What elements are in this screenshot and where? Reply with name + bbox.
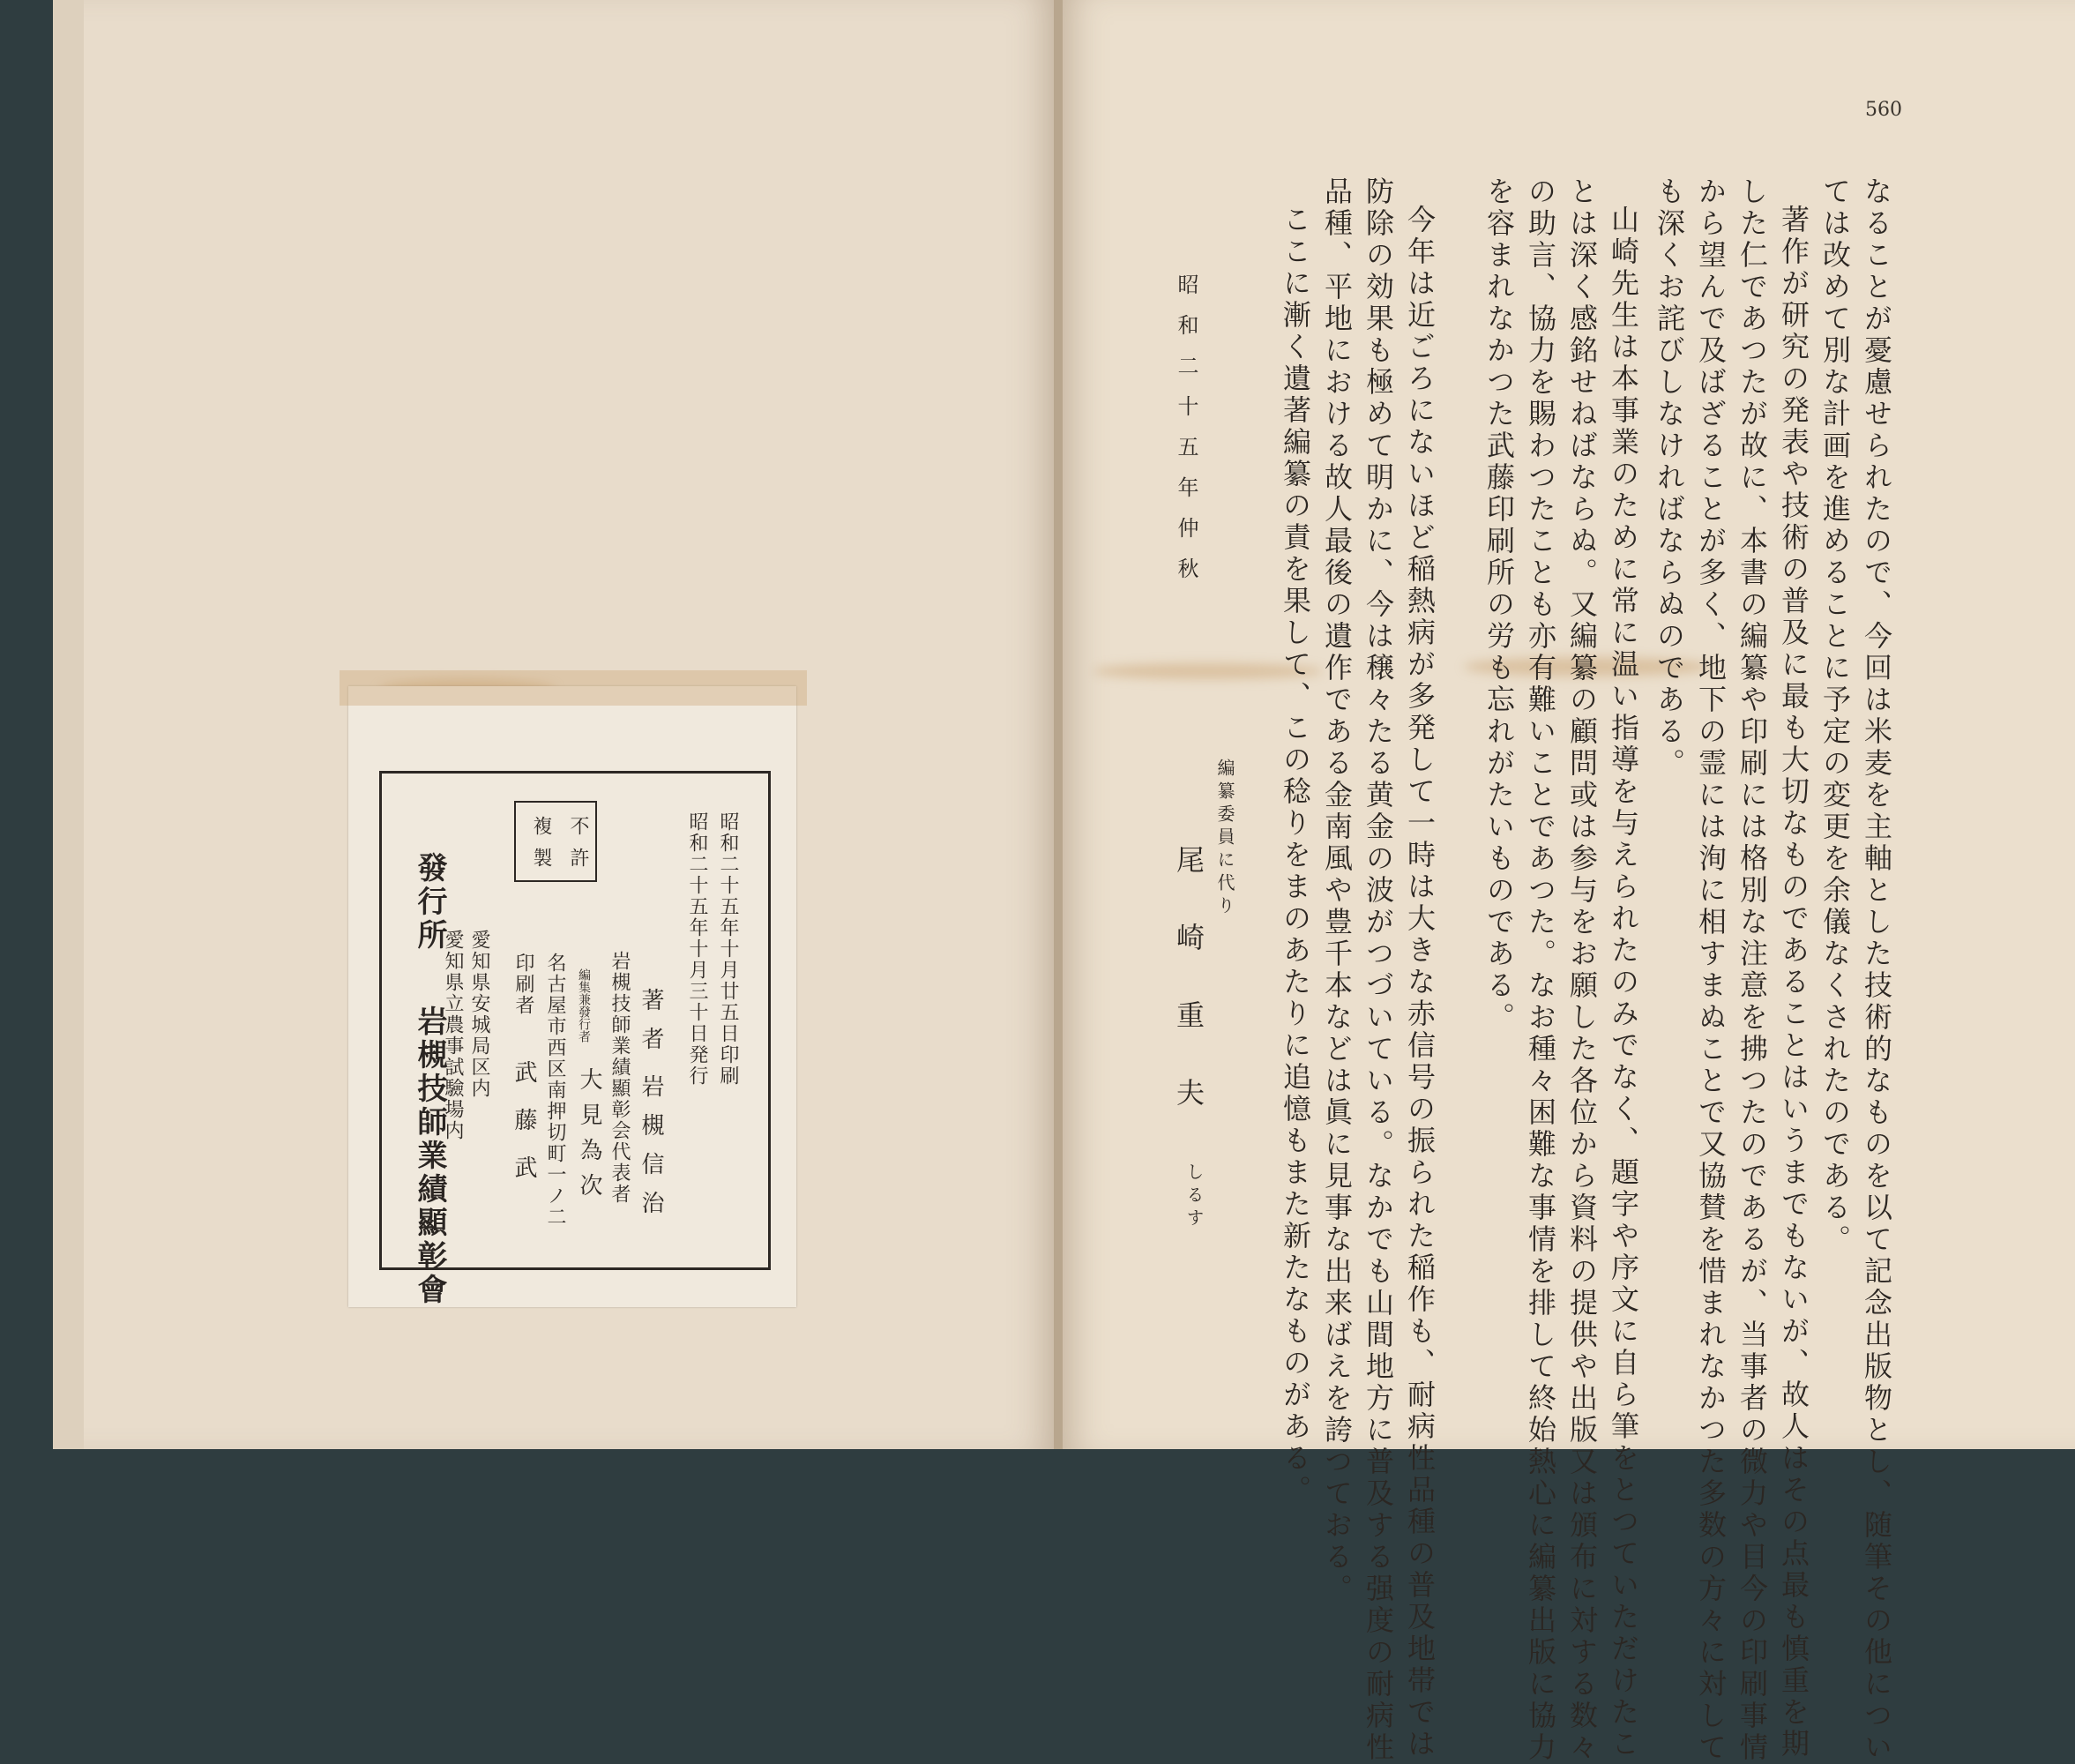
- page-number: 560: [1865, 99, 1902, 121]
- tape-stain: [340, 670, 807, 706]
- text-column: とは深く感銘せねばならぬ。又編纂の顧問或は参与をお願した各位から資料の提供や出版又は頒布に対する数々: [1565, 176, 1599, 1764]
- text-column: も深くお詫びしなければならぬのである。: [1653, 176, 1686, 780]
- signature-date: 昭和二十五年仲秋: [1174, 273, 1198, 598]
- text-column: から望んで及ばざることが多く、地下の霊には洵に相すまぬことで又協賛を惜まれなかつた多数の方々に対して: [1694, 176, 1728, 1764]
- colophon-publisher-role: 發行所: [412, 852, 447, 953]
- text-column: の助言、協力を賜わつたことも亦有難いことであつた。なお種々困難な事情を排して終始熱心に編纂出版に協力: [1524, 176, 1557, 1764]
- text-column: を容まれなかつた武藤印刷所の労も忘れがたいものである。: [1482, 176, 1516, 1034]
- colophon-publisher-address: 愛知県安城局区内: [468, 930, 490, 1099]
- signature-role: 編纂委員に代り: [1214, 759, 1235, 919]
- text-column: 山崎先生は本事業のために常に温い指導を与えられたのみでなく、題字や序文に自ら筆をとつていただけたこ: [1607, 205, 1640, 1760]
- signature-name: 尾崎重夫: [1172, 845, 1205, 1155]
- colophon-author-name: 岩槻信治: [638, 1074, 664, 1230]
- colophon-publisher-name: 岩槻技師業績顯彰會: [412, 1005, 447, 1307]
- colophon-printed-date: 昭和二十五年十月廿五日印刷: [717, 811, 739, 1087]
- text-column: なることが憂慮せられたので、今回は米麦を主軸とした技術的なものを以て記念出版物とし、随筆その他につい: [1860, 176, 1893, 1764]
- colophon-printer-address: 名古屋市西区南押切町一ノ二: [544, 953, 566, 1228]
- text-column: 品種、平地における故人最後の遺作である金南風や豊千本などは眞に見事な出来ばえを誇つておる。: [1320, 176, 1354, 1605]
- colophon-publisher-address: 愛知県立農事試驗場内: [442, 930, 464, 1141]
- text-column: ここに漸く遺著編纂の責を果して、この稔りをまのあたりに追憶もまた新たなものがある。: [1279, 205, 1312, 1506]
- colophon-printer-name: 武藤武: [511, 1060, 537, 1203]
- colophon-editor-name: 大見為次: [576, 1067, 602, 1208]
- colophon-editor-org: 岩槻技師業績顯彰会代表者: [608, 951, 631, 1205]
- text-column: した仁であつたが故に、本書の編纂や印刷には格別な注意を拂つたのであるが、当事者の微力や目今の印刷事情: [1735, 176, 1769, 1764]
- text-column: 防除の効果も極めて明かに、今は穣々たる黄金の波がつづいている。なかでも山間地方に普及する强度の耐病性: [1362, 176, 1395, 1764]
- colophon-editor-role: 編集兼發行者: [577, 968, 591, 1043]
- signature-suffix: しるす: [1183, 1162, 1205, 1231]
- text-column: ては改めて別な計画を進めることに予定の変更を余儀なくされたのである。: [1818, 176, 1852, 1256]
- colophon-published-date: 昭和二十五年十月三十日発行: [686, 811, 708, 1087]
- copyright-notice: 複製: [530, 816, 552, 879]
- text-column: 著作が研究の発表や技術の普及に最も大切なものであることはいうまでもないが、故人はその点最も慎重を期: [1777, 205, 1810, 1760]
- copyright-notice: 不許: [567, 816, 589, 879]
- colophon-author-role: 著者: [638, 988, 664, 1065]
- text-column: 今年は近ごろにないほど稲熱病が多発して一時は大きな赤信号の振られた稲作も、耐病性品種の普及地帯では: [1403, 205, 1437, 1760]
- colophon-printer-role: 印刷者: [512, 953, 534, 1016]
